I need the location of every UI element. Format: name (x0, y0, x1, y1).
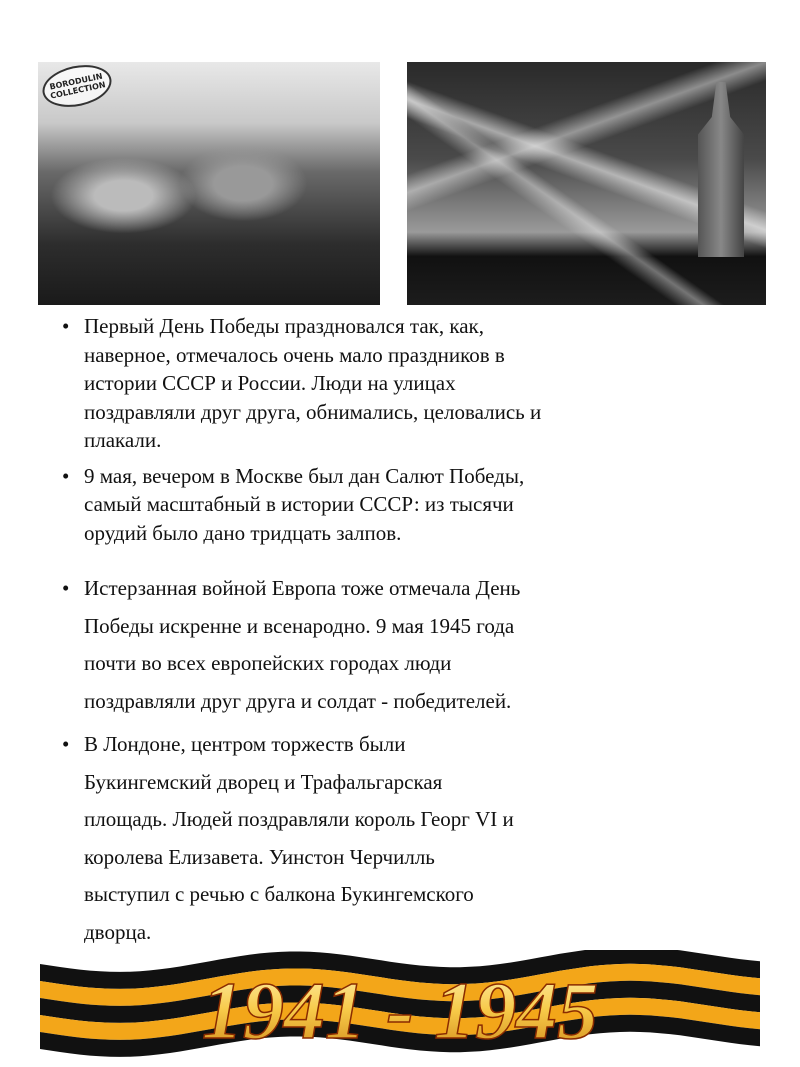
kremlin-tower-shape (698, 82, 744, 257)
bullet-text-line: площадь. Людей поздравляли король Георг VI и (84, 807, 514, 831)
bullet-text-line: плакали. (84, 428, 162, 452)
bullet-text-line: поздравляли друг друга, обнимались, целовались и (84, 399, 542, 424)
bullet-text-line: Истерзанная войной Европа тоже отмечала День (84, 576, 521, 600)
collection-stamp (39, 62, 116, 113)
bullet-text-line: выступил с речью с балкона Букингемского (84, 882, 474, 906)
bullet-list-moscow (62, 312, 542, 554)
years-text: 1941 - 1945 (201, 965, 599, 1056)
bullet-text-line: орудий было дано тридцать залпов. (84, 520, 402, 545)
bullet-item (62, 312, 542, 455)
bullet-text-line: истории СССР и России. Люди на улицах (84, 371, 456, 395)
bullet-icon: • (62, 314, 70, 338)
bullet-text-line: королева Елизавета. Уинстон Черчилль (84, 844, 435, 869)
bullet-text-line: дворца. (84, 919, 152, 944)
bullet-text-line: поздравляли друг друга и солдат - победителей. (84, 688, 512, 713)
bullet-text-line: Первый День Победы праздновался так, как, (84, 314, 484, 338)
bullet-icon: • (62, 732, 70, 756)
bullet-text-line: Букингемский дворец и Трафальгарская (84, 769, 443, 794)
bullet-item (62, 726, 520, 951)
moscow-salute-photo (407, 62, 766, 305)
victory-soldiers-photo (38, 62, 380, 305)
bullet-icon: • (62, 463, 70, 488)
bullet-text-line: наверное, отмечалось очень мало праздников в (84, 342, 505, 367)
bullet-item (62, 462, 541, 548)
bullet-text-line: Победы искренне и всенародно. 9 мая 1945 года (84, 613, 515, 638)
bullet-list-europe (62, 570, 521, 957)
bullet-text-line: самый масштабный в истории СССР: из тысячи (84, 492, 514, 516)
bullet-icon: • (62, 576, 70, 600)
bullet-item (62, 570, 521, 720)
st-george-ribbon (40, 950, 760, 1060)
bullet-text-line: 9 мая, вечером в Москве был дан Салют Победы, (84, 463, 525, 488)
bullet-text-line: почти во всех европейских городах люди (84, 651, 452, 675)
stamp-text: BORODULIN COLLECTION (48, 71, 107, 101)
bullet-text-line: В Лондоне, центром торжеств были (84, 732, 406, 756)
